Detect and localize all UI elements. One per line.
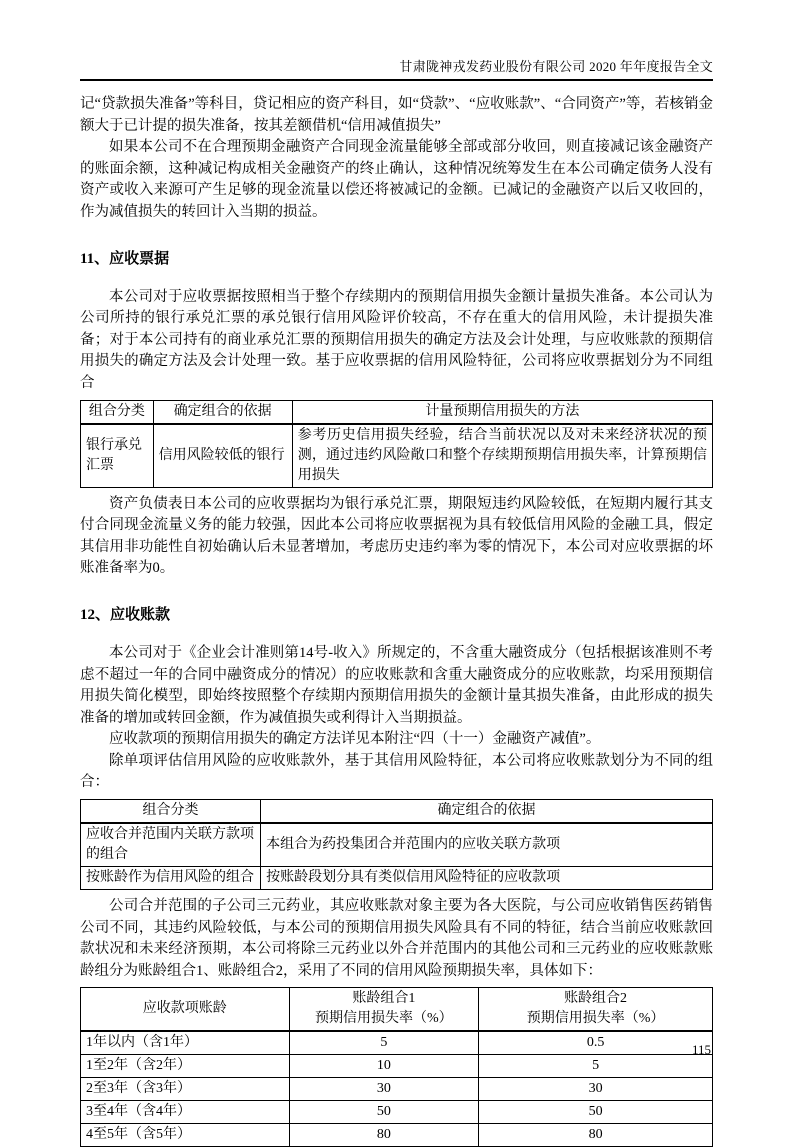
loss-rate-cell: 30 xyxy=(289,1078,479,1101)
section-12-paragraph-subsidiary: 公司合并范围的子公司三元药业，其应收账款对象主要为各大医院，与公司应收销售医药销售公司不同，其违约风险较低，与本公司的预期信用损失风险具有不同的特征，结合当前应收账款回款状况和未来经济预期，本公司将除三元药业以外合并范围内的其他公司和三元药业的应收账款账龄组分为账龄组合1、账龄组合2，采用了不同的信用风险预期损失率，具体如下： xyxy=(80,898,713,979)
column-header-group1 xyxy=(289,988,479,1032)
section-12-paragraph-reference: 应收款项的预期信用损失的确定方法详见本附注“四（十一）金融资产减值”。 xyxy=(109,731,601,748)
aging-bucket-cell: 4至5年（含5年） xyxy=(81,1124,290,1147)
loss-rate-cell: 80 xyxy=(289,1124,479,1147)
loss-rate-cell: 0.5 xyxy=(479,1031,713,1055)
section-12-paragraph-model: 本公司对于《企业会计准则第14号-收入》所规定的，不含重大融资成分（包括根据该准则不考虑不超过一年的合同中融资成分的情况）的应收账款和含重大融资成分的应收账款，均采用预期信用损失简化模型，即始终按照整个存续期内预期信用损失的金额计量其损失准备，由此形成的损失准备的增加或转回金额，作为减值损失或利得计入当期损益。 xyxy=(80,644,713,726)
column-header-line: 账龄组合2 xyxy=(564,991,628,1007)
table-row xyxy=(81,1078,713,1101)
page-number: 115 xyxy=(691,1042,711,1057)
page-header xyxy=(80,0,713,81)
table-cell: 按账龄作为信用风险的组合 xyxy=(81,867,261,890)
aging-bucket-cell: 2至3年（含3年） xyxy=(81,1078,290,1101)
column-header-aging: 应收款项账龄 xyxy=(81,988,290,1032)
table-header-row xyxy=(81,400,713,424)
table-row xyxy=(81,1055,713,1078)
column-header-line: 预期信用损失率（%） xyxy=(315,1011,453,1027)
table-cell: 按账龄段划分具有类似信用风险特征的应收款项 xyxy=(261,867,713,890)
table-row xyxy=(81,1124,713,1147)
table-row xyxy=(81,1101,713,1124)
column-header-group2 xyxy=(479,988,713,1032)
loss-rate-cell: 50 xyxy=(479,1101,713,1124)
loss-rate-cell: 10 xyxy=(289,1055,479,1078)
table-header-row xyxy=(81,988,713,1032)
receivables-portfolio-table xyxy=(80,799,713,890)
table-row xyxy=(81,867,713,890)
column-header: 确定组合的依据 xyxy=(153,400,292,424)
loss-rate-cell: 5 xyxy=(289,1031,479,1055)
table-header-row xyxy=(81,800,713,824)
table-cell: 银行承兑汇票 xyxy=(81,424,154,488)
section-11-heading: 11、应收票据 xyxy=(80,250,170,267)
column-header: 组合分类 xyxy=(81,800,261,824)
report-header-title: 甘肃陇神戎发药业股份有限公司 2020 年年度报告全文 xyxy=(399,59,713,74)
table-row xyxy=(81,1031,713,1055)
aging-loss-rate-table xyxy=(80,987,713,1147)
paragraph-writeoff-continuation: 记“贷款损失准备”等科目，贷记相应的资产科目，如“贷款”、“应收账款”、“合同资产”等，若核销金额大于已计提的损失准备，按其差额借机“信用减值损失” xyxy=(80,96,713,134)
table-row xyxy=(81,424,713,488)
column-header: 计量预期信用损失的方法 xyxy=(292,400,712,424)
paragraph-direct-writedown: 如果本公司不在合理预期金融资产合同现金流量能够全部或部分收回，则直接减记该金融资产的账面余额，这种减记构成相关金融资产的终止确认，这种情况统筹发生在本公司确定债务人没有资产或收入来源可产生足够的现金流量以偿还将被减记的金额。已减记的金融资产以后又收回的，作为减值损失的转回计入当期的损益。 xyxy=(80,139,713,220)
aging-bucket-cell: 3至4年（含4年） xyxy=(81,1101,290,1124)
loss-rate-cell: 5 xyxy=(479,1055,713,1078)
notes-receivable-portfolio-table xyxy=(80,400,713,488)
column-header: 组合分类 xyxy=(81,400,154,424)
column-header: 确定组合的依据 xyxy=(261,800,713,824)
table-cell: 应收合并范围内关联方款项的组合 xyxy=(81,823,261,867)
section-11-paragraph-policy: 本公司对于应收票据按照相当于整个存续期内的预期信用损失金额计量损失准备。本公司认为公司所持的银行承兑汇票的承兑银行信用风险评价较高，不存在重大的信用风险，未计提损失准备；对于本公司持有的商业承兑汇票的预期信用损失的确定方法及会计处理，与应收账款的预期信用损失的确定方法及会计处理一致。基于应收票据的信用风险特征，公司将应收票据划分为不同组合 xyxy=(80,288,713,391)
loss-rate-cell: 80 xyxy=(479,1124,713,1147)
table-cell: 参考历史信用损失经验，结合当前状况以及对未来经济状况的预测，通过违约风险敞口和整个存续期预期信用损失率，计算预期信用损失 xyxy=(292,424,712,488)
loss-rate-cell: 50 xyxy=(289,1101,479,1124)
loss-rate-cell: 30 xyxy=(479,1078,713,1101)
table-cell: 信用风险较低的银行 xyxy=(153,424,292,488)
section-11-paragraph-conclusion: 资产负债表日本公司的应收票据均为银行承兑汇票，期限短违约风险较低，在短期内履行其支付合同现金流量义务的能力较强，因此本公司将应收票据视为具有较低信用风险的金融工具，假定其信用非功能性自初始确认后未显著增加，考虑历史违约率为零的情况下，本公司对应收票据的坏账准备率为0。 xyxy=(80,495,713,577)
column-header-line: 账龄组合1 xyxy=(352,991,416,1007)
aging-bucket-cell: 1年以内（含1年） xyxy=(81,1031,290,1055)
section-12-heading: 12、应收账款 xyxy=(80,606,171,623)
table-row xyxy=(81,823,713,867)
aging-bucket-cell: 1至2年（含2年） xyxy=(81,1055,290,1078)
column-header-line: 预期信用损失率（%） xyxy=(526,1011,665,1027)
table-cell: 本组合为药投集团合并范围内的应收关联方款项 xyxy=(261,823,713,867)
section-12-paragraph-grouping: 除单项评估信用风险的应收账款外，基于其信用风险特征，本公司将应收账款划分为不同的组合： xyxy=(80,752,713,791)
